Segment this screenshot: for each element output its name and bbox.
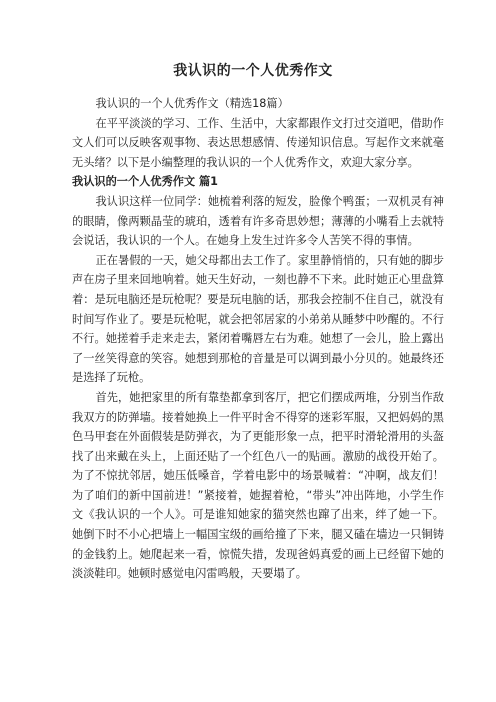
intro-line: 我认识的一个人优秀作文（精选18篇） <box>95 97 289 110</box>
section-heading: 我认识的一个人优秀作文 篇1 <box>72 175 218 189</box>
intro-paragraph: 在平平淡淡的学习、工作、生活中，大家都跟作文打过交道吧，借助作文人们可以反映客观事物、表达思想感情、传递知识信息。写起作文来就毫无头绪？以下是小编整理的我认识的一个人优秀作文，欢迎大家分享。 <box>72 116 444 169</box>
body-paragraph-3: 首先，她把家里的所有靠垫都拿到客厅，把它们摆成两堆，分别当作敌我双方的防弹墙。接着她换上一件平时舍不得穿的迷彩军服，又把妈妈的黑色马甲套在外面假装是防弹衣，为了更能形象一点，把平时滑轮滑用的头盔找了出来戴在头上，上面还贴了一个红色八一的贴画。激励的战役开始了。为了不惊扰邻居，她压低嗓音，学着电影中的场景喊着：“冲啊，战友们！为了咱们的新中国前进！”紧接着，她握着枪，“带头”冲出阵地，小学生作文《我认识的一个人》。可是谁知她家的猫突然也蹿了出来，绊了她一下。她倒下时不小心把墙上一幅国宝级的画给撞了下来，腿又磕在墙边一只铜铸的金钱豹上。她爬起来一看，惊慌失措，发现爸妈真爱的画上已经留下她的淡淡鞋印。她顿时感觉电闪雷鸣般，天要塌了。 <box>72 390 444 581</box>
body-paragraph-1: 我认识这样一位同学：她梳着利落的短发，脸像个鸭蛋；一双机灵有神的眼睛，像两颗晶莹的琥珀，透着有许多奇思妙想；薄薄的小嘴看上去就特会说话，我认识的一个人。在她身上发生过许多令人苦笑不得的事情。 <box>72 194 444 248</box>
body-paragraph-2: 正在暑假的一天，她父母都出去工作了。家里静悄悄的，只有她的脚步声在房子里来回地响着。她天生好动，一刻也静不下来。此时她正心里盘算着：是玩电脑还是玩枪呢？要是玩电脑的话，那我会控制不住自己，就没有时间写作业了。要是玩枪呢，就会把邻居家的小弟弟从睡梦中吵醒的。不行不行。她搓着手走来走去，紧闭着嘴唇左右为难。她想了一会儿，脸上露出了一丝笑得意的笑容。她想到那枪的音量是可以调到最小分贝的。她最终还是选择了玩枪。 <box>72 253 444 385</box>
document-title: 我认识的一个人优秀作文 <box>173 63 333 79</box>
